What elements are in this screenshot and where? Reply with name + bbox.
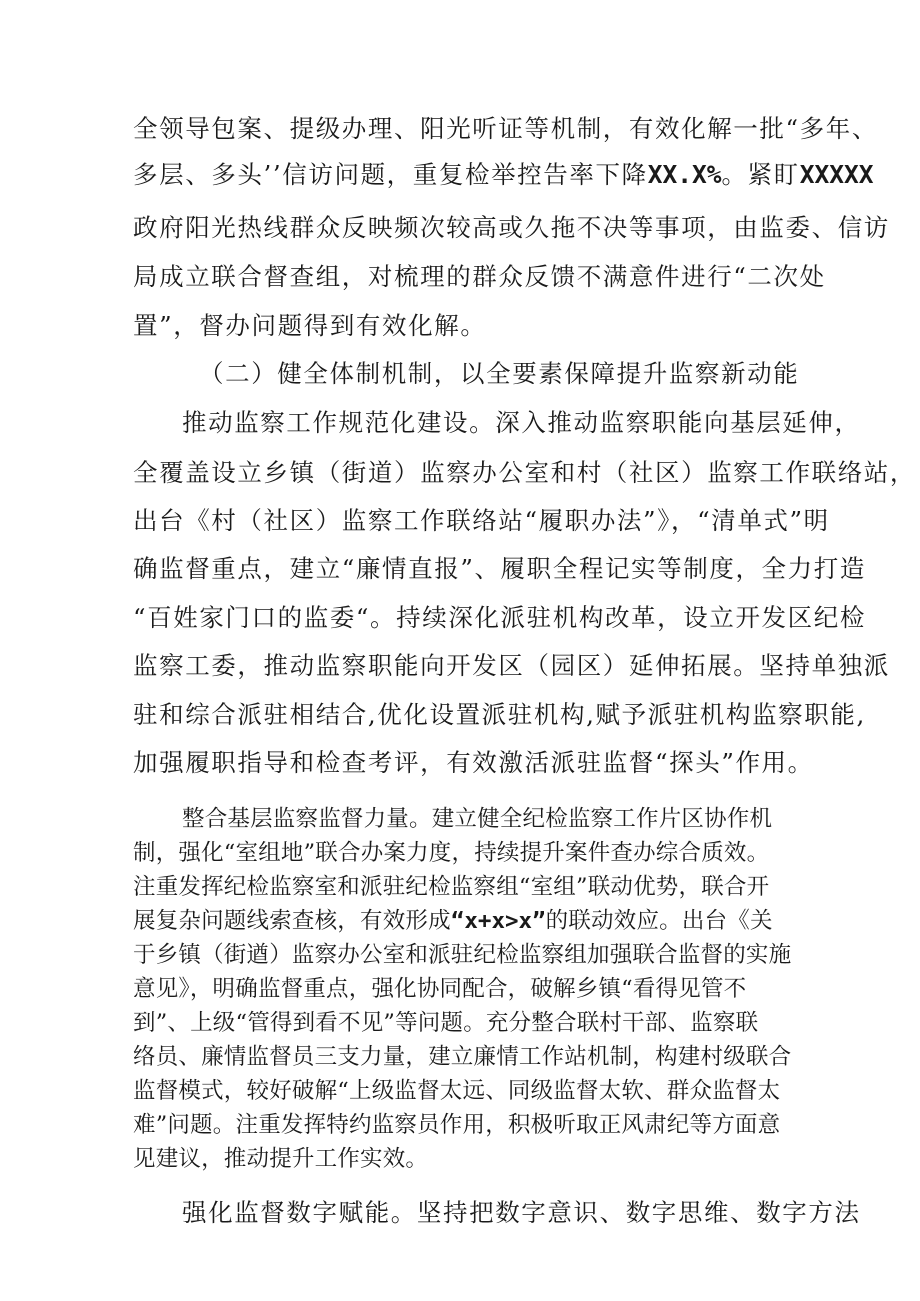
text-line: 出台《村（社区）监察工作联络站“履职办法”》，“清单式”明 xyxy=(133,506,830,535)
text-line: 全领导包案、提级办理、阳光听证等机制，有效化解一批“多年、 xyxy=(133,114,878,143)
text-line: “百姓家门口的监委“。持续深化派驻机构改革，设立开发区纪检 xyxy=(133,603,866,632)
text-line: 整合基层监察监督力量。建立健全纪检监察工作片区协作机 xyxy=(182,806,773,832)
text-line: 多层、多头’’信访问题，重复检举控告率下降XX.X%。紧盯XXXXX xyxy=(133,160,874,189)
text-line: 监察工委，推动监察职能向开发区（园区）延伸拓展。坚持单独派 xyxy=(133,651,890,680)
text-line: 意见》，明确监督重点，强化协同配合，破解乡镇“看得见管不 xyxy=(133,976,747,1002)
text-line: 展复杂问题线索查核，有效形成“x+x>x”的联动效应。出台《关 xyxy=(133,908,773,934)
text-line: 监督模式，较好破解“上级监督太远、同级监督太软、群众监督太 xyxy=(133,1078,781,1104)
text-line: 全覆盖设立乡镇（街道）监察办公室和村（社区）监察工作联络站， xyxy=(133,458,916,487)
text-line: 确监督重点，建立“廉情直报”、履职全程记实等制度，全力打造 xyxy=(133,554,866,583)
text-line: 见建议，推动提升工作实效。 xyxy=(133,1146,429,1172)
text-line: 置”，督办问题得到有效化解。 xyxy=(133,311,487,340)
section-heading: （二）健全体制机制，以全要素保障提升监察新动能 xyxy=(199,359,800,388)
text-line: 难”问题。注重发挥特约监察员作用，积极听取正风肃纪等方面意 xyxy=(133,1112,781,1138)
text-line: 政府阳光热线群众反映频次较高或久拖不决等事项，由监委、信访 xyxy=(133,213,890,242)
text-line: 络员、廉情监督员三支力量，建立廉情工作站机制，构建村级联合 xyxy=(133,1044,792,1070)
text-line: 注重发挥纪检监察室和派驻纪检监察组“室组”联动优势，联合开 xyxy=(133,874,770,900)
text-line: 强化监督数字赋能。坚持把数字意识、数字思维、数字方法 xyxy=(182,1198,861,1227)
text-line: 推动监察工作规范化建设。深入推动监察职能向基层延伸， xyxy=(182,408,861,437)
text-line: 到”、上级“管得到看不见”等问题。充分整合联村干部、监察联 xyxy=(133,1010,759,1036)
text-line: 局成立联合督查组，对梳理的群众反馈不满意件进行“二次处 xyxy=(133,262,826,291)
text-line: 于乡镇（街遒）监察办公室和派驻纪检监察组加强联合监督的实施 xyxy=(133,942,792,968)
text-line: 驻和综合派驻相结合,优化设置派驻机构,赋予派驻机构监察职能, xyxy=(133,700,866,729)
text-line: 制，强化“室组地”联合办案力度，持续提升案件查办综合质效。 xyxy=(133,840,770,866)
text-line: 加强履职指导和检查考评，有效激活派驻监督“探头”作用。 xyxy=(133,748,814,777)
